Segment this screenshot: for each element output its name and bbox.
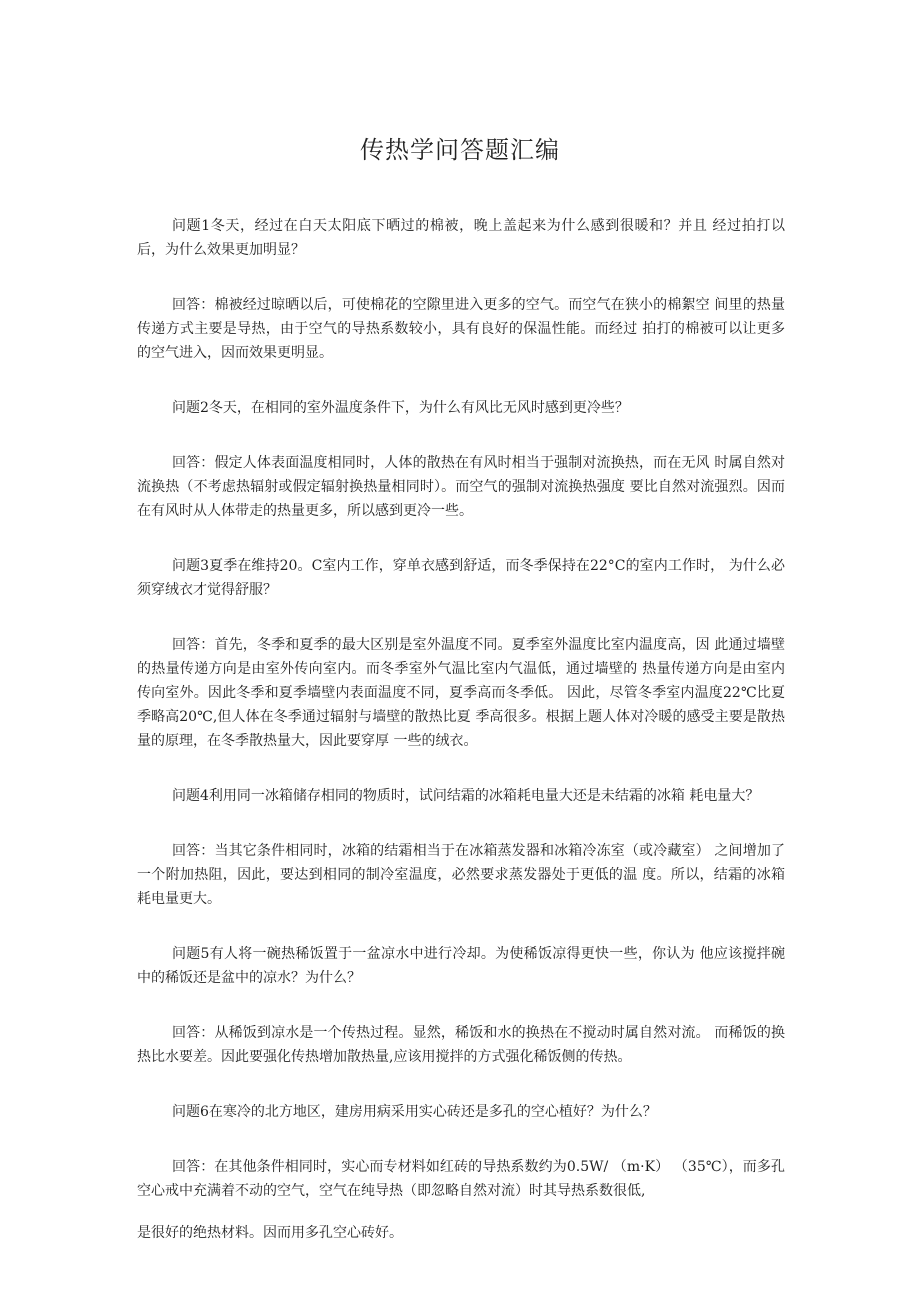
answer-3: 回答：首先，冬季和夏季的最大区别是室外温度不同。夏季室外温度比室内温度高，因 此通过墙壁的热量传递方向是由室外传向室内。而冬季室外气温比室内气温低，通过墙壁的 热量传递方向是由室内传向室外。因此冬季和夏季墙壁内表面温度不同，夏季高而冬季低。 因此，尽管冬季室内温度22℃比夏季略高20℃,但人体在冬季通过辐射与墙壁的散热比夏 季高很多。根据上题人体对冷暖的感受主要是散热量的原理，在冬季散热量大，因此要穿厚 一些的绒衣。 — [137, 637, 785, 749]
answer-4: 回答：当其它条件相同时，冰箱的结霜相当于在冰箱蒸发器和冰箱冷冻室（或冷藏室） 之间增加了一个附加热阻，因此，要达到相同的制冷室温度，必然要求蒸发器处于更低的温 度。所以，结霜的冰箱耗电量更大。 — [137, 843, 785, 907]
document-title: 传热学问答题汇编 — [360, 136, 560, 164]
question-5: 问题5有人将一碗热稀饭置于一盆凉水中进行冷却。为使稀饭凉得更快一些，你认为 他应该搅拌碗中的稀饭还是盆中的凉水？为什么？ — [137, 946, 785, 986]
answer-2: 回答：假定人体表面温度相同时，人体的散热在有风时相当于强制对流换热，而在无风 时属自然对流换热（不考虑热辐射或假定辐射换热量相同时）。而空气的强制对流换热强度 要比自然对流强烈。因而在有风时从人体带走的热量更多，所以感到更冷一些。 — [137, 455, 785, 519]
question-3: 问题3夏季在维持20。C室内工作，穿单衣感到舒适，而冬季保持在22°C的室内工作时， 为什么必须穿绒衣才觉得舒服？ — [137, 558, 785, 598]
question-6: 问题6在寒冷的北方地区，建房用病采用实心砖还是多孔的空心植好？为什么？ — [172, 1104, 657, 1120]
answer-5: 回答：从稀饭到凉水是一个传热过程。显然，稀饭和水的换热在不搅动时属自然对流。 而稀饭的换热比水要差。因此要强化传热增加散热量,应该用搅拌的方式强化稀饭侧的传热。 — [137, 1025, 785, 1065]
answer-1: 回答：棉被经过晾晒以后，可使棉花的空隙里进入更多的空气。而空气在狭小的棉絮空 间里的热量传递方式主要是导热，由于空气的导热系数较小，具有良好的保温性能。而经过 拍打的棉被可以让更多的空气进入，因而效果更明显。 — [137, 297, 785, 361]
answer-6: 回答：在其他条件相同时，实心而专材料如红砖的导热系数约为0.5W/ （m·K） （35℃），而多孔空心戒中充满着不动的空气，空气在纯导热（即忽略自然对流）时其导热系数很低, — [137, 1159, 785, 1199]
document-body — [137, 214, 785, 1276]
answer-6-continued: 是很好的绝热材料。因而用多孔空心砖好。 — [137, 1225, 403, 1241]
question-4: 问题4利用同一冰箱储存相同的物质时，试问结霜的冰箱耗电量大还是未结霜的冰箱 耗电量大？ — [172, 788, 760, 804]
question-1: 问题1冬天，经过在白天太阳底下晒过的棉被，晚上盖起来为什么感到很暖和？并且 经过拍打以后，为什么效果更加明显？ — [137, 218, 785, 258]
question-2: 问题2冬天，在相同的室外温度条件下，为什么有风比无风时感到更冷些？ — [172, 400, 629, 416]
